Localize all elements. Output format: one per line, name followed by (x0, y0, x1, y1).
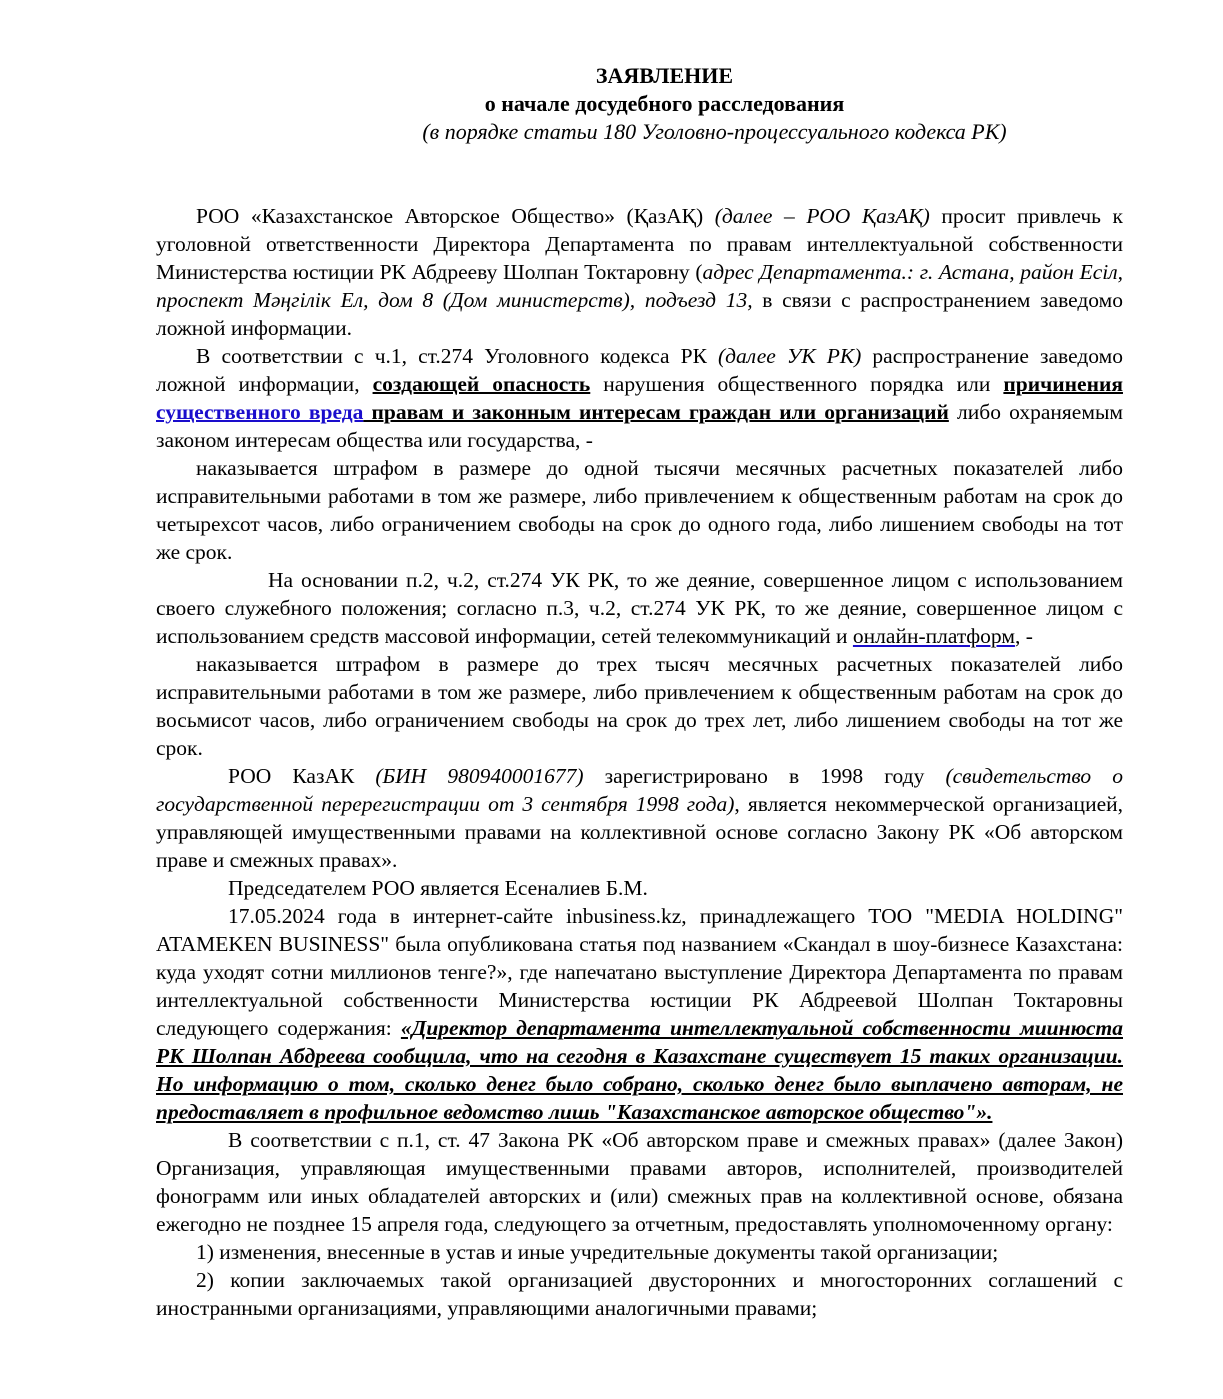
text-run: зарегистрировано в 1998 году (583, 764, 946, 788)
text-run: 17.05.2024 года в интернет-сайте inbusiness.kz, принадлежащего ТОО "MEDIA HOLDING" ATAMEKEN BUSINESS" была опубликована статья под названием «Скандал в шоу-бизнесе Казахстана: куда уходят сотни миллионов тенге?», где напечатано выступление Директора Департамента по правам интеллектуальной собственности Министерства юстиции РК Абдреевой Шолпан Токтаровны следующего содержания: (156, 904, 1123, 1040)
text-run: распространение заведомо ложной информации, (156, 344, 1123, 396)
text-run: РОО «Казахстанское Авторское Общество» (ҚазАҚ) (196, 204, 715, 228)
text-run: нарушения общественного порядка или (590, 372, 1004, 396)
emphasis-run: создающей опасность (372, 372, 591, 396)
italic-run: (далее УК РК) (718, 344, 862, 368)
emphasis-run: причинения (1003, 372, 1123, 396)
paragraph-law-article-47: В соответствии с п.1, ст. 47 Закона РК «Об авторском праве и смежных правах» (далее Закон) Организация, управляющая имущественными правами авторов, исполнителей, производителей фонограмм или иных обладателей авторских и (или) смежных прав на коллективной основе, обязана ежегодно не позднее 15 апреля года, следующего за отчетным, предоставлять уполномоченному органу: (156, 1128, 1123, 1236)
list-item: 1) изменения, внесенные в устав и иные учредительные документы такой организации; (196, 1240, 999, 1264)
document-body (156, 202, 1123, 1322)
paragraph-chairman: Председателем РОО является Есеналиев Б.М. (228, 876, 648, 900)
text-run: , является некоммерческой организацией, управляющей имущественными правами на коллективной основе согласно Закону РК «Об авторском праве и смежных правах». (156, 792, 1123, 872)
text-run: либо охраняемым законом интересам общества или государства, - (156, 400, 1123, 452)
document-subtitle: о начале досудебного расследования (484, 91, 845, 116)
address-italic: адрес Департамента.: г. Астана, район Есіл, проспект Мәңгілік Ел, дом 8 (Дом министерств), подъезд 13, (156, 260, 1124, 312)
document-title: ЗАЯВЛЕНИЕ (595, 63, 734, 88)
paragraph-publication (156, 902, 1123, 1126)
text-run: в связи с распространением заведомо ложной информации. (156, 288, 1123, 340)
paragraph-penalty-1: наказывается штрафом в размере до одной тысячи месячных расчетных показателей либо исправительными работами в том же размере, либо привлечением к общественным работам на срок до четырехсот часов, либо ограничением свободы на срок до одного года, либо лишением свободы на тот же срок. (156, 456, 1123, 564)
link-substantial-harm[interactable]: существенного вреда (156, 400, 364, 424)
link-online-platforms[interactable]: онлайн-платформ (852, 624, 1015, 648)
bin-italic: (БИН 980940001677) (375, 764, 584, 788)
list-item: 2) копии заключаемых такой организацией двусторонних и многосторонних соглашений с иностранными организациями, управляющими аналогичными правами; (156, 1268, 1123, 1320)
paragraph-article-274-part1 (156, 342, 1123, 454)
document-page (156, 62, 1123, 1322)
quoted-statement: «Директор департамента интеллектуальной собственности миинюста РК Шолпан Абдреева сообщила, что на сегодня в Казахстане существует 15 таких организации. Но информацию о том, сколько денег было собрано, сколько денег было выплачено авторам, не предоставляет в профильное ведомство лишь "Казахстанское авторское общество"». (156, 1016, 1123, 1124)
text-run: , - (1014, 624, 1033, 648)
text-run: РОО КазАК (228, 764, 376, 788)
paragraph-organization-info (156, 762, 1123, 874)
paragraph-article-274-part2 (156, 566, 1123, 650)
emphasis-run: правам и законным интересам граждан или организаций (363, 400, 949, 424)
document-legal-basis-note: (в порядке статьи 180 Уголовно-процессуального кодекса РК) (422, 119, 1007, 144)
text-run: На основании п.2, ч.2, ст.274 УК РК, то же деяние, совершенное лицом с использованием своего служебного положения; согласно п.3, ч.2, ст.274 УК РК, то же деяние, совершенное лицом с использованием средств массовой информации, сетей телекоммуникаций и (156, 568, 1123, 648)
paragraph-penalty-2: наказывается штрафом в размере до трех тысяч месячных расчетных показателей либо исправительными работами в том же размере, либо привлечением к общественным работам на срок до восьмисот часов, либо ограничением свободы на срок до трех лет, либо лишением свободы на тот же срок. (156, 652, 1123, 760)
italic-run: (далее – РОО ҚазАҚ) (714, 204, 930, 228)
certificate-italic: (свидетельство о государственной перерегистрации от 3 сентября 1998 года) (156, 764, 1124, 816)
text-run: В соответствии с ч.1, ст.274 Уголовного кодекса РК (196, 344, 719, 368)
paragraph-request (156, 202, 1123, 342)
text-run: просит привлечь к уголовной ответственности Директора Департамента по правам интеллектуальной собственности Министерства юстиции РК Абдрееву Шолпан Токтаровну ( (156, 204, 1123, 284)
